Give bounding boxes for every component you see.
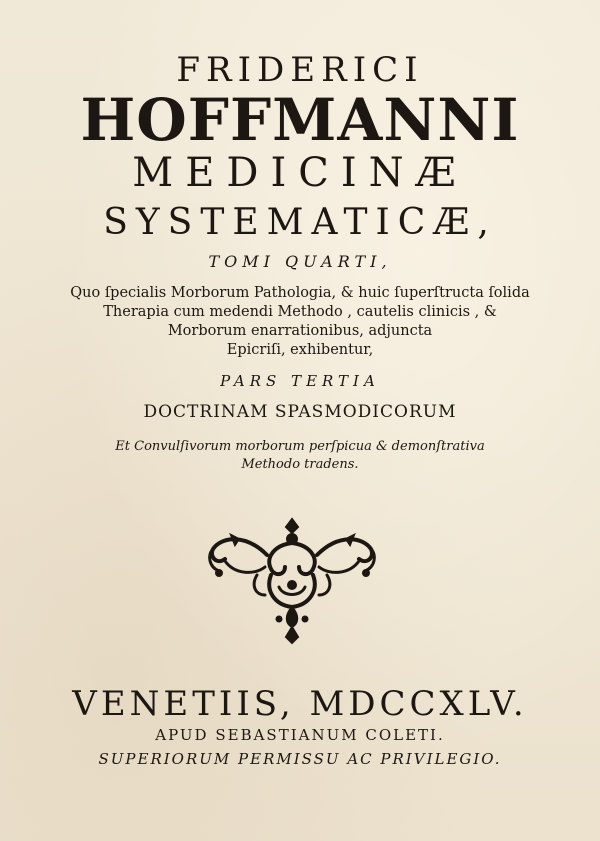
fleuron-ornament-icon: [205, 515, 380, 645]
description-line: Quo ſpecialis Morborum Pathologia, & huic ſuperſtructa ſolida: [70, 285, 530, 301]
description-paragraph: [0, 284, 600, 360]
volume-label: TOMI QUARTI,: [208, 252, 392, 271]
work-title-line-2: SYSTEMATICÆ,: [103, 202, 497, 243]
description-line: Morborum enarrationibus, adjuncta: [167, 323, 433, 339]
subtitle-paragraph: [0, 438, 600, 474]
description-line: Therapia cum medendi Methodo , cautelis clinicis , &: [103, 304, 497, 320]
author-last-name: HOFFMANNI: [80, 86, 520, 154]
description-line: Epicriſi, exhibentur,: [226, 342, 374, 358]
work-title-line-1: MEDICINÆ: [132, 150, 468, 196]
printer-line: APUD SEBASTIANUM COLETI.: [155, 726, 445, 744]
author-first-name: FRIDERICI: [176, 50, 424, 90]
privilege-line: SUPERIORUM PERMISSU AC PRIVILEGIO.: [98, 750, 502, 768]
doctrine-heading: DOCTRINAM SPASMODICORUM: [143, 402, 457, 422]
part-label: PARS TERTIA: [220, 372, 380, 390]
subtitle-line: Et Convulſivorum morborum perſpicua & demonſtrativa: [115, 439, 485, 454]
imprint-place-date: VENETIIS, MDCCXLV.: [72, 684, 528, 724]
subtitle-line: Methodo tradens.: [241, 457, 359, 472]
